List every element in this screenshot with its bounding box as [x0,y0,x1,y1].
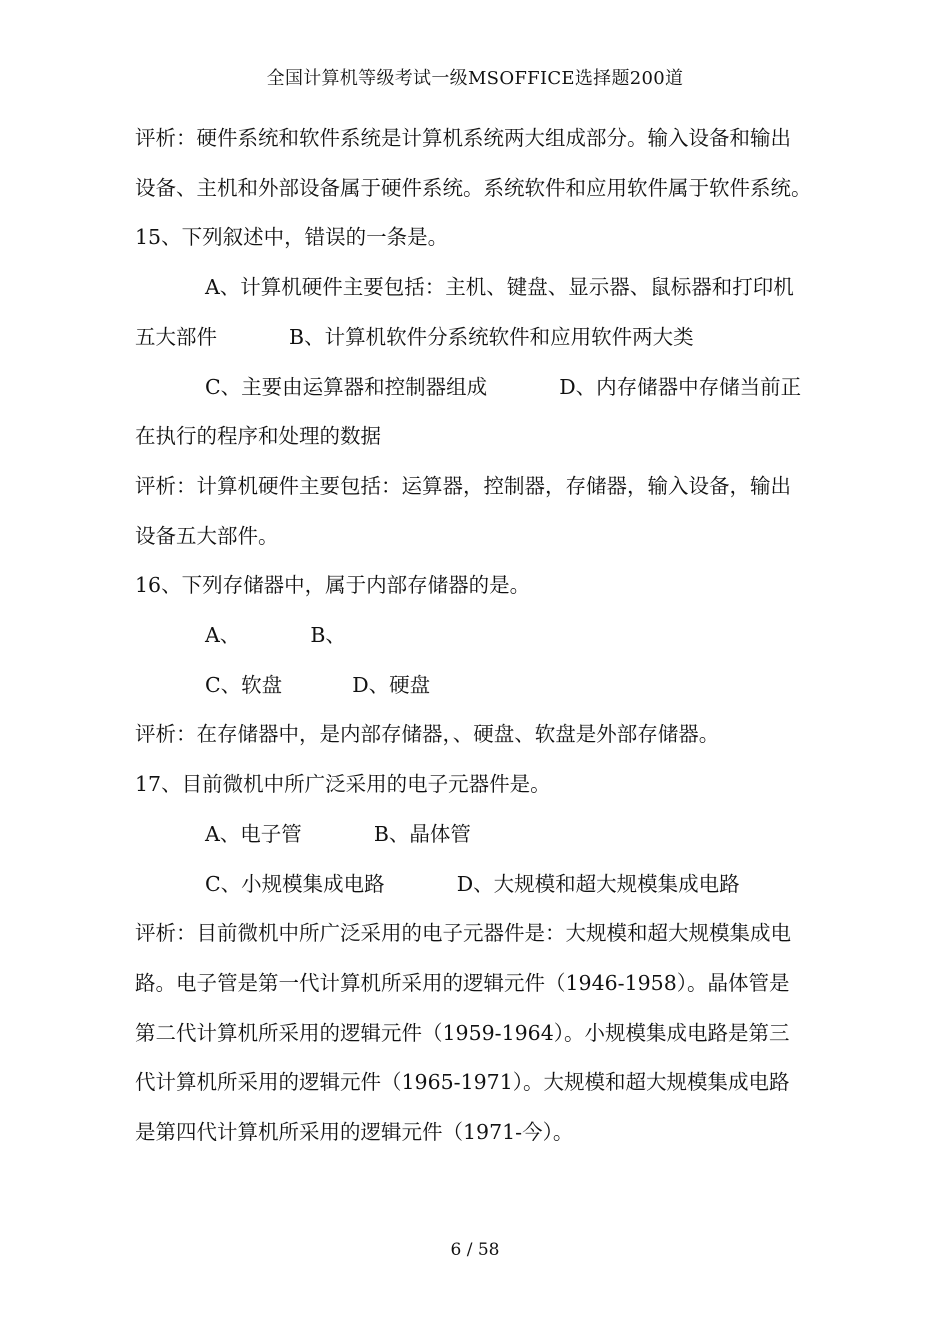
q15-options-cd [135,363,800,413]
q15-option-c: C、主要由运算器和控制器组成 [205,374,488,399]
q17-option-c: C、小规模集成电路 [205,871,385,896]
answer-explanation-17-cont: 路。电子管是第一代计算机所采用的逻辑元件（1946-1958）。晶体管是 [135,970,790,995]
q17-option-b: B、晶体管 [373,821,471,846]
q16-options-ab [135,611,800,661]
q15-option-b: B、计算机软件分系统软件和应用软件两大类 [289,324,694,349]
q15-option-d-cont: 在执行的程序和处理的数据 [135,424,381,449]
q16-option-d: D、硬盘 [352,672,431,697]
q15-option-a-cont: 五大部件 [135,324,217,349]
question-15: 15、下列叙述中，错误的一条是。 [135,225,449,250]
q17-option-a: A、电子管 [205,821,302,846]
q17-options-ab [135,810,800,860]
q16-option-c: C、软盘 [205,672,283,697]
question-17: 17、目前微机中所广泛采用的电子元器件是。 [135,772,551,797]
answer-explanation-line: 评析：硬件系统和软件系统是计算机系统两大组成部分。输入设备和输出 [135,126,791,150]
answer-explanation-line: 设备、主机和外部设备属于硬件系统。系统软件和应用软件属于软件系统。 [135,175,812,200]
q16-options-cd [135,661,800,711]
answer-explanation-16: 评析：在存储器中，是内部存储器，、硬盘、软盘是外部存储器。 [135,722,720,747]
answer-explanation-15: 评析：计算机硬件主要包括：运算器，控制器，存储器，输入设备，输出 [135,473,791,498]
page-number: 6 / 58 [450,1240,500,1260]
q16-option-a: A、 [205,623,241,648]
page-header: 全国计算机等级考试一级MSOFFICE选择题200道 [266,68,684,89]
answer-explanation-17-cont: 第二代计算机所采用的逻辑元件（1959-1964）。小规模集成电路是第三 [135,1020,790,1045]
q16-option-b: B、 [310,623,346,648]
q15-option-a: A、计算机硬件主要包括：主机、键盘、显示器、鼠标器和打印机 [205,275,794,300]
document-body [135,114,812,1158]
answer-explanation-15-cont: 设备五大部件。 [135,523,279,548]
q17-option-d: D、大规模和超大规模集成电路 [456,871,740,896]
question-16: 16、下列存储器中，属于内部存储器的是。 [135,573,531,598]
q15-options-ab [135,313,800,363]
q15-option-d: D、内存储器中存储当前正 [559,374,802,399]
q17-options-cd [135,860,800,910]
answer-explanation-17: 评析：目前微机中所广泛采用的电子元器件是：大规模和超大规模集成电 [135,921,791,946]
answer-explanation-17-cont: 代计算机所采用的逻辑元件（1965-1971）。大规模和超大规模集成电路 [135,1070,790,1095]
answer-explanation-17-cont: 是第四代计算机所采用的逻辑元件（1971-今）。 [135,1120,574,1145]
